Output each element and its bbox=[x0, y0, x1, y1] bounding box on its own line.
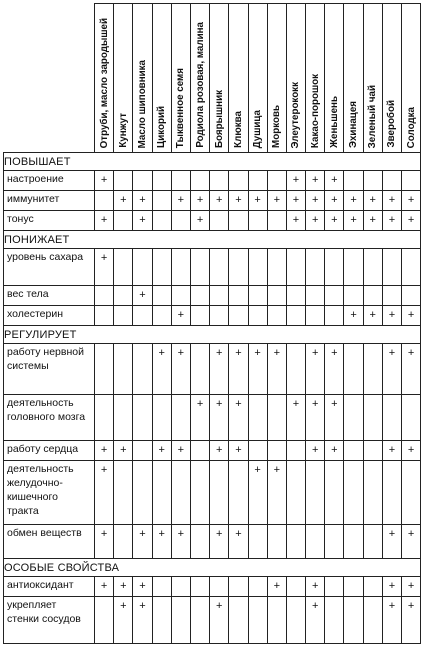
table-row bbox=[4, 395, 421, 441]
mark-cell bbox=[248, 211, 267, 231]
column-header bbox=[210, 4, 229, 153]
mark-cell: + bbox=[210, 191, 229, 211]
row-label: деятельность головного мозга bbox=[4, 395, 95, 441]
mark-cell bbox=[210, 306, 229, 326]
column-header-label: Душица bbox=[252, 109, 264, 148]
column-header-label: Морковь bbox=[271, 105, 283, 148]
mark-cell: + bbox=[382, 344, 401, 395]
mark-cell bbox=[248, 441, 267, 461]
mark-cell: + bbox=[286, 211, 305, 231]
mark-cell: + bbox=[248, 191, 267, 211]
table-row bbox=[4, 525, 421, 559]
mark-cell: + bbox=[402, 441, 421, 461]
column-header bbox=[382, 4, 401, 153]
mark-cell: + bbox=[402, 344, 421, 395]
mark-cell: + bbox=[210, 441, 229, 461]
mark-cell bbox=[152, 191, 171, 211]
mark-cell bbox=[229, 286, 248, 306]
mark-cell: + bbox=[95, 461, 114, 525]
column-header-label: Какао-порошок bbox=[309, 73, 321, 148]
column-header bbox=[248, 4, 267, 153]
mark-cell bbox=[286, 525, 305, 559]
mark-cell: + bbox=[133, 597, 152, 644]
mark-cell: + bbox=[306, 577, 325, 597]
mark-cell: + bbox=[267, 191, 286, 211]
mark-cell: + bbox=[114, 577, 133, 597]
mark-cell bbox=[306, 306, 325, 326]
mark-cell bbox=[248, 306, 267, 326]
row-label: деятельность желудочно-кишечного тракта bbox=[4, 461, 95, 525]
mark-cell: + bbox=[325, 171, 344, 191]
mark-cell: + bbox=[95, 171, 114, 191]
mark-cell bbox=[133, 395, 152, 441]
table-row bbox=[4, 249, 421, 286]
table-row bbox=[4, 171, 421, 191]
mark-cell bbox=[171, 286, 190, 306]
mark-cell bbox=[344, 441, 363, 461]
mark-cell bbox=[114, 344, 133, 395]
mark-cell bbox=[325, 525, 344, 559]
mark-cell: + bbox=[133, 211, 152, 231]
mark-cell bbox=[382, 249, 401, 286]
mark-cell: + bbox=[306, 191, 325, 211]
table-row bbox=[4, 191, 421, 211]
row-label: укрепляет стенки сосудов bbox=[4, 597, 95, 644]
mark-cell bbox=[114, 249, 133, 286]
mark-cell bbox=[363, 344, 382, 395]
mark-cell: + bbox=[402, 191, 421, 211]
mark-cell bbox=[171, 577, 190, 597]
mark-cell bbox=[382, 461, 401, 525]
mark-cell bbox=[210, 577, 229, 597]
mark-cell bbox=[267, 441, 286, 461]
section-title: ПОНИЖАЕТ bbox=[4, 231, 421, 249]
column-header bbox=[114, 4, 133, 153]
mark-cell bbox=[133, 249, 152, 286]
mark-cell bbox=[402, 249, 421, 286]
mark-cell bbox=[344, 344, 363, 395]
mark-cell bbox=[133, 171, 152, 191]
mark-cell bbox=[190, 577, 209, 597]
table-row bbox=[4, 306, 421, 326]
mark-cell bbox=[248, 286, 267, 306]
section-title: РЕГУЛИРУЕТ bbox=[4, 326, 421, 344]
mark-cell bbox=[248, 395, 267, 441]
mark-cell bbox=[267, 249, 286, 286]
mark-cell bbox=[286, 597, 305, 644]
mark-cell bbox=[229, 577, 248, 597]
mark-cell bbox=[325, 306, 344, 326]
mark-cell bbox=[133, 344, 152, 395]
section-header-row bbox=[4, 326, 421, 344]
mark-cell bbox=[363, 441, 382, 461]
mark-cell bbox=[114, 211, 133, 231]
mark-cell: + bbox=[382, 211, 401, 231]
mark-cell: + bbox=[152, 525, 171, 559]
mark-cell bbox=[171, 395, 190, 441]
mark-cell bbox=[344, 286, 363, 306]
mark-cell bbox=[325, 286, 344, 306]
mark-cell bbox=[210, 286, 229, 306]
mark-cell bbox=[363, 286, 382, 306]
mark-cell: + bbox=[286, 171, 305, 191]
table-row bbox=[4, 461, 421, 525]
mark-cell bbox=[152, 597, 171, 644]
mark-cell bbox=[95, 344, 114, 395]
mark-cell bbox=[114, 286, 133, 306]
mark-cell: + bbox=[133, 577, 152, 597]
mark-cell bbox=[171, 597, 190, 644]
mark-cell bbox=[286, 249, 305, 286]
mark-cell: + bbox=[190, 211, 209, 231]
mark-cell: + bbox=[95, 441, 114, 461]
mark-cell bbox=[190, 597, 209, 644]
mark-cell bbox=[306, 249, 325, 286]
mark-cell bbox=[248, 577, 267, 597]
mark-cell bbox=[344, 577, 363, 597]
mark-cell bbox=[344, 525, 363, 559]
mark-cell bbox=[190, 461, 209, 525]
mark-cell bbox=[363, 577, 382, 597]
mark-cell bbox=[171, 461, 190, 525]
mark-cell bbox=[190, 249, 209, 286]
column-header-label: Масло шиповника bbox=[136, 59, 148, 148]
mark-cell bbox=[267, 306, 286, 326]
column-header bbox=[402, 4, 421, 153]
mark-cell: + bbox=[114, 441, 133, 461]
row-label: работу нервной системы bbox=[4, 344, 95, 395]
table-row bbox=[4, 577, 421, 597]
column-header-label: Зверобой bbox=[386, 100, 398, 148]
column-header-label: Кунжут bbox=[117, 113, 129, 148]
mark-cell bbox=[402, 461, 421, 525]
mark-cell: + bbox=[382, 525, 401, 559]
mark-cell bbox=[152, 395, 171, 441]
mark-cell bbox=[229, 461, 248, 525]
mark-cell bbox=[286, 461, 305, 525]
mark-cell bbox=[229, 211, 248, 231]
column-header-label: Тыквенное семя bbox=[175, 67, 187, 148]
mark-cell: + bbox=[171, 441, 190, 461]
section-header-row bbox=[4, 559, 421, 577]
mark-cell bbox=[267, 395, 286, 441]
mark-cell bbox=[190, 525, 209, 559]
column-header-label: Эхинацея bbox=[348, 101, 360, 148]
mark-cell bbox=[171, 249, 190, 286]
mark-cell: + bbox=[171, 191, 190, 211]
mark-cell bbox=[248, 597, 267, 644]
mark-cell: + bbox=[114, 597, 133, 644]
table-row bbox=[4, 286, 421, 306]
mark-cell: + bbox=[306, 211, 325, 231]
mark-cell bbox=[248, 525, 267, 559]
mark-cell: + bbox=[229, 395, 248, 441]
mark-cell bbox=[402, 286, 421, 306]
mark-cell: + bbox=[306, 344, 325, 395]
row-label: тонус bbox=[4, 211, 95, 231]
mark-cell bbox=[325, 577, 344, 597]
mark-cell: + bbox=[267, 461, 286, 525]
mark-cell: + bbox=[95, 525, 114, 559]
mark-cell: + bbox=[363, 191, 382, 211]
mark-cell bbox=[306, 461, 325, 525]
mark-cell bbox=[382, 171, 401, 191]
mark-cell: + bbox=[210, 525, 229, 559]
mark-cell: + bbox=[190, 395, 209, 441]
mark-cell bbox=[95, 597, 114, 644]
header-row bbox=[4, 4, 421, 153]
mark-cell bbox=[363, 597, 382, 644]
mark-cell bbox=[286, 344, 305, 395]
column-header bbox=[95, 4, 114, 153]
mark-cell: + bbox=[344, 306, 363, 326]
mark-cell bbox=[190, 344, 209, 395]
column-header-label: Женьшень bbox=[328, 96, 340, 148]
column-header bbox=[152, 4, 171, 153]
mark-cell: + bbox=[306, 395, 325, 441]
mark-cell bbox=[152, 286, 171, 306]
column-header bbox=[344, 4, 363, 153]
row-label: обмен веществ bbox=[4, 525, 95, 559]
mark-cell: + bbox=[344, 191, 363, 211]
mark-cell: + bbox=[133, 525, 152, 559]
column-header bbox=[190, 4, 209, 153]
mark-cell bbox=[363, 525, 382, 559]
mark-cell bbox=[306, 525, 325, 559]
mark-cell: + bbox=[95, 577, 114, 597]
mark-cell bbox=[95, 286, 114, 306]
mark-cell bbox=[95, 191, 114, 211]
mark-cell bbox=[152, 211, 171, 231]
mark-cell bbox=[325, 461, 344, 525]
mark-cell: + bbox=[363, 211, 382, 231]
mark-cell: + bbox=[95, 211, 114, 231]
mark-cell bbox=[95, 306, 114, 326]
mark-cell bbox=[152, 461, 171, 525]
mark-cell bbox=[267, 171, 286, 191]
mark-cell: + bbox=[382, 441, 401, 461]
mark-cell bbox=[190, 306, 209, 326]
column-header-label: Цикорий bbox=[156, 106, 168, 148]
mark-cell bbox=[210, 461, 229, 525]
mark-cell: + bbox=[402, 577, 421, 597]
column-header bbox=[229, 4, 248, 153]
row-label: антиоксидант bbox=[4, 577, 95, 597]
column-header bbox=[325, 4, 344, 153]
mark-cell: + bbox=[171, 306, 190, 326]
mark-cell bbox=[363, 249, 382, 286]
mark-cell: + bbox=[402, 211, 421, 231]
mark-cell: + bbox=[95, 249, 114, 286]
mark-cell: + bbox=[402, 597, 421, 644]
mark-cell: + bbox=[114, 191, 133, 211]
row-label: иммунитет bbox=[4, 191, 95, 211]
mark-cell: + bbox=[286, 191, 305, 211]
mark-cell bbox=[382, 286, 401, 306]
table-row bbox=[4, 211, 421, 231]
mark-cell: + bbox=[133, 191, 152, 211]
mark-cell bbox=[267, 597, 286, 644]
mark-cell: + bbox=[229, 344, 248, 395]
mark-cell bbox=[114, 395, 133, 441]
mark-cell: + bbox=[382, 597, 401, 644]
mark-cell bbox=[286, 441, 305, 461]
mark-cell bbox=[344, 395, 363, 441]
mark-cell bbox=[325, 249, 344, 286]
mark-cell bbox=[114, 525, 133, 559]
mark-cell: + bbox=[210, 395, 229, 441]
mark-cell: + bbox=[344, 211, 363, 231]
mark-cell bbox=[344, 597, 363, 644]
mark-cell: + bbox=[325, 211, 344, 231]
mark-cell bbox=[171, 171, 190, 191]
mark-cell bbox=[152, 577, 171, 597]
mark-cell bbox=[133, 441, 152, 461]
mark-cell bbox=[229, 306, 248, 326]
section-header-row bbox=[4, 153, 421, 171]
mark-cell: + bbox=[306, 597, 325, 644]
mark-cell: + bbox=[171, 525, 190, 559]
table-row bbox=[4, 597, 421, 644]
mark-cell: + bbox=[325, 191, 344, 211]
section-title: ОСОБЫЕ СВОЙСТВА bbox=[4, 559, 421, 577]
mark-cell bbox=[190, 286, 209, 306]
column-header-label: Родиола розовая, малина bbox=[194, 22, 206, 148]
mark-cell bbox=[344, 461, 363, 525]
mark-cell bbox=[95, 395, 114, 441]
mark-cell: + bbox=[248, 344, 267, 395]
mark-cell bbox=[363, 461, 382, 525]
mark-cell: + bbox=[267, 577, 286, 597]
section-header-row bbox=[4, 231, 421, 249]
mark-cell: + bbox=[363, 306, 382, 326]
mark-cell bbox=[114, 461, 133, 525]
column-header bbox=[286, 4, 305, 153]
mark-cell: + bbox=[190, 191, 209, 211]
mark-cell: + bbox=[286, 395, 305, 441]
mark-cell: + bbox=[306, 441, 325, 461]
column-header bbox=[363, 4, 382, 153]
column-header bbox=[306, 4, 325, 153]
mark-cell bbox=[248, 171, 267, 191]
mark-cell bbox=[114, 306, 133, 326]
mark-cell bbox=[402, 395, 421, 441]
row-label: работу сердца bbox=[4, 441, 95, 461]
mark-cell: + bbox=[402, 306, 421, 326]
mark-cell bbox=[210, 211, 229, 231]
mark-cell: + bbox=[248, 461, 267, 525]
mark-cell bbox=[210, 249, 229, 286]
mark-cell bbox=[190, 171, 209, 191]
mark-cell bbox=[267, 286, 286, 306]
mark-cell bbox=[229, 171, 248, 191]
mark-cell bbox=[248, 249, 267, 286]
mark-cell: + bbox=[267, 344, 286, 395]
mark-cell: + bbox=[382, 577, 401, 597]
row-label: вес тела bbox=[4, 286, 95, 306]
mark-cell: + bbox=[229, 525, 248, 559]
mark-cell bbox=[286, 306, 305, 326]
row-label: холестерин bbox=[4, 306, 95, 326]
mark-cell bbox=[382, 395, 401, 441]
column-header-label: Зеленый чай bbox=[367, 84, 379, 148]
mark-cell: + bbox=[325, 344, 344, 395]
mark-cell bbox=[210, 171, 229, 191]
row-label: уровень сахара bbox=[4, 249, 95, 286]
mark-cell bbox=[152, 306, 171, 326]
mark-cell bbox=[229, 249, 248, 286]
mark-cell bbox=[267, 211, 286, 231]
mark-cell bbox=[152, 171, 171, 191]
table-row bbox=[4, 344, 421, 395]
mark-cell: + bbox=[171, 344, 190, 395]
mark-cell bbox=[133, 461, 152, 525]
column-header bbox=[267, 4, 286, 153]
mark-cell: + bbox=[325, 395, 344, 441]
column-header-label: Солодка bbox=[405, 106, 417, 148]
column-header bbox=[133, 4, 152, 153]
mark-cell: + bbox=[382, 306, 401, 326]
mark-cell bbox=[344, 249, 363, 286]
mark-cell: + bbox=[382, 191, 401, 211]
mark-cell bbox=[286, 577, 305, 597]
mark-cell bbox=[286, 286, 305, 306]
mark-cell: + bbox=[152, 344, 171, 395]
mark-cell: + bbox=[402, 525, 421, 559]
mark-cell bbox=[133, 306, 152, 326]
mark-cell: + bbox=[210, 344, 229, 395]
mark-cell bbox=[402, 171, 421, 191]
mark-cell bbox=[229, 597, 248, 644]
row-label: настроение bbox=[4, 171, 95, 191]
table-row bbox=[4, 441, 421, 461]
mark-cell bbox=[152, 249, 171, 286]
section-title: ПОВЫШАЕТ bbox=[4, 153, 421, 171]
mark-cell: + bbox=[229, 191, 248, 211]
mark-cell bbox=[344, 171, 363, 191]
mark-cell bbox=[114, 171, 133, 191]
column-header-label: Элеутерококк bbox=[290, 81, 302, 148]
header-blank-cell bbox=[4, 4, 95, 153]
mark-cell: + bbox=[152, 441, 171, 461]
column-header-label: Отруби, масло зародышей bbox=[98, 17, 110, 148]
mark-cell bbox=[171, 211, 190, 231]
column-header bbox=[171, 4, 190, 153]
herbs-properties-table bbox=[3, 3, 421, 644]
mark-cell: + bbox=[306, 171, 325, 191]
mark-cell bbox=[306, 286, 325, 306]
mark-cell bbox=[325, 597, 344, 644]
mark-cell bbox=[267, 525, 286, 559]
mark-cell: + bbox=[133, 286, 152, 306]
column-header-label: Боярышник bbox=[213, 90, 225, 148]
mark-cell bbox=[363, 171, 382, 191]
mark-cell: + bbox=[325, 441, 344, 461]
column-header-label: Клюква bbox=[232, 111, 244, 148]
mark-cell bbox=[190, 441, 209, 461]
mark-cell: + bbox=[229, 441, 248, 461]
mark-cell: + bbox=[210, 597, 229, 644]
mark-cell bbox=[363, 395, 382, 441]
